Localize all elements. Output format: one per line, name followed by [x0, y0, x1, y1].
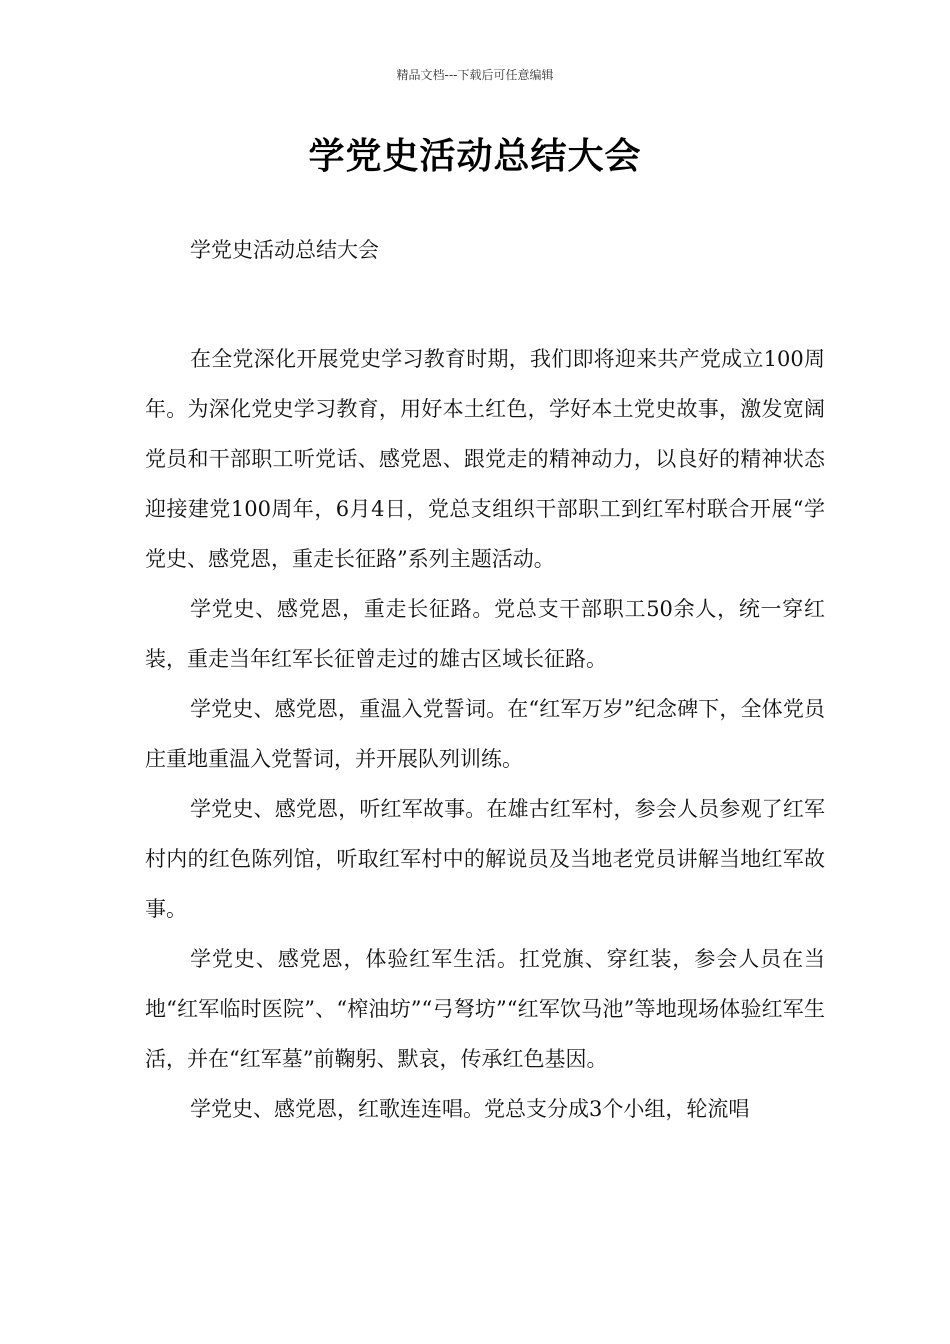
paragraph: 学党史、感党恩，重温入党誓词。在“红军万岁”纪念碑下，全体党员庄重地重温入党誓词，并开展队列训练。: [145, 697, 825, 771]
paragraph: 学党史、感党恩，重走长征路。党总支干部职工50余人，统一穿红装，重走当年红军长征曾走过的雄古区域长征路。: [145, 597, 825, 671]
document-subtitle: 学党史活动总结大会: [190, 238, 379, 262]
paragraph: 学党史、感党恩，红歌连连唱。党总支分成3个小组，轮流唱: [190, 1097, 750, 1121]
header-note: 精品文档---下载后可任意编辑: [396, 68, 554, 82]
document-title: 学党史活动总结大会: [308, 136, 642, 177]
paragraph: 学党史、感党恩，听红军故事。在雄古红军村，参会人员参观了红军村内的红色陈列馆，听取红军村中的解说员及当地老党员讲解当地红军故事。: [145, 797, 825, 921]
paragraph: 在全党深化开展党史学习教育时期，我们即将迎来共产党成立100周年。为深化党史学习教育，用好本土红色，学好本土党史故事，激发宽阔党员和干部职工听党话、感党恩、跟党走的精神动力，以良好的精神状态迎接建党100周年，6月4日，党总支组织干部职工到红军村联合开展“学党史、感党恩，重走长征路”系列主题活动。: [145, 347, 825, 571]
paragraph: 学党史、感党恩，体验红军生活。扛党旗、穿红装，参会人员在当地“红军临时医院”、“榨油坊”“弓弩坊”“红军饮马池”等地现场体验红军生活，并在“红军墓”前鞠躬、默哀，传承红色基因。: [145, 947, 825, 1071]
document-body: [145, 334, 825, 1134]
